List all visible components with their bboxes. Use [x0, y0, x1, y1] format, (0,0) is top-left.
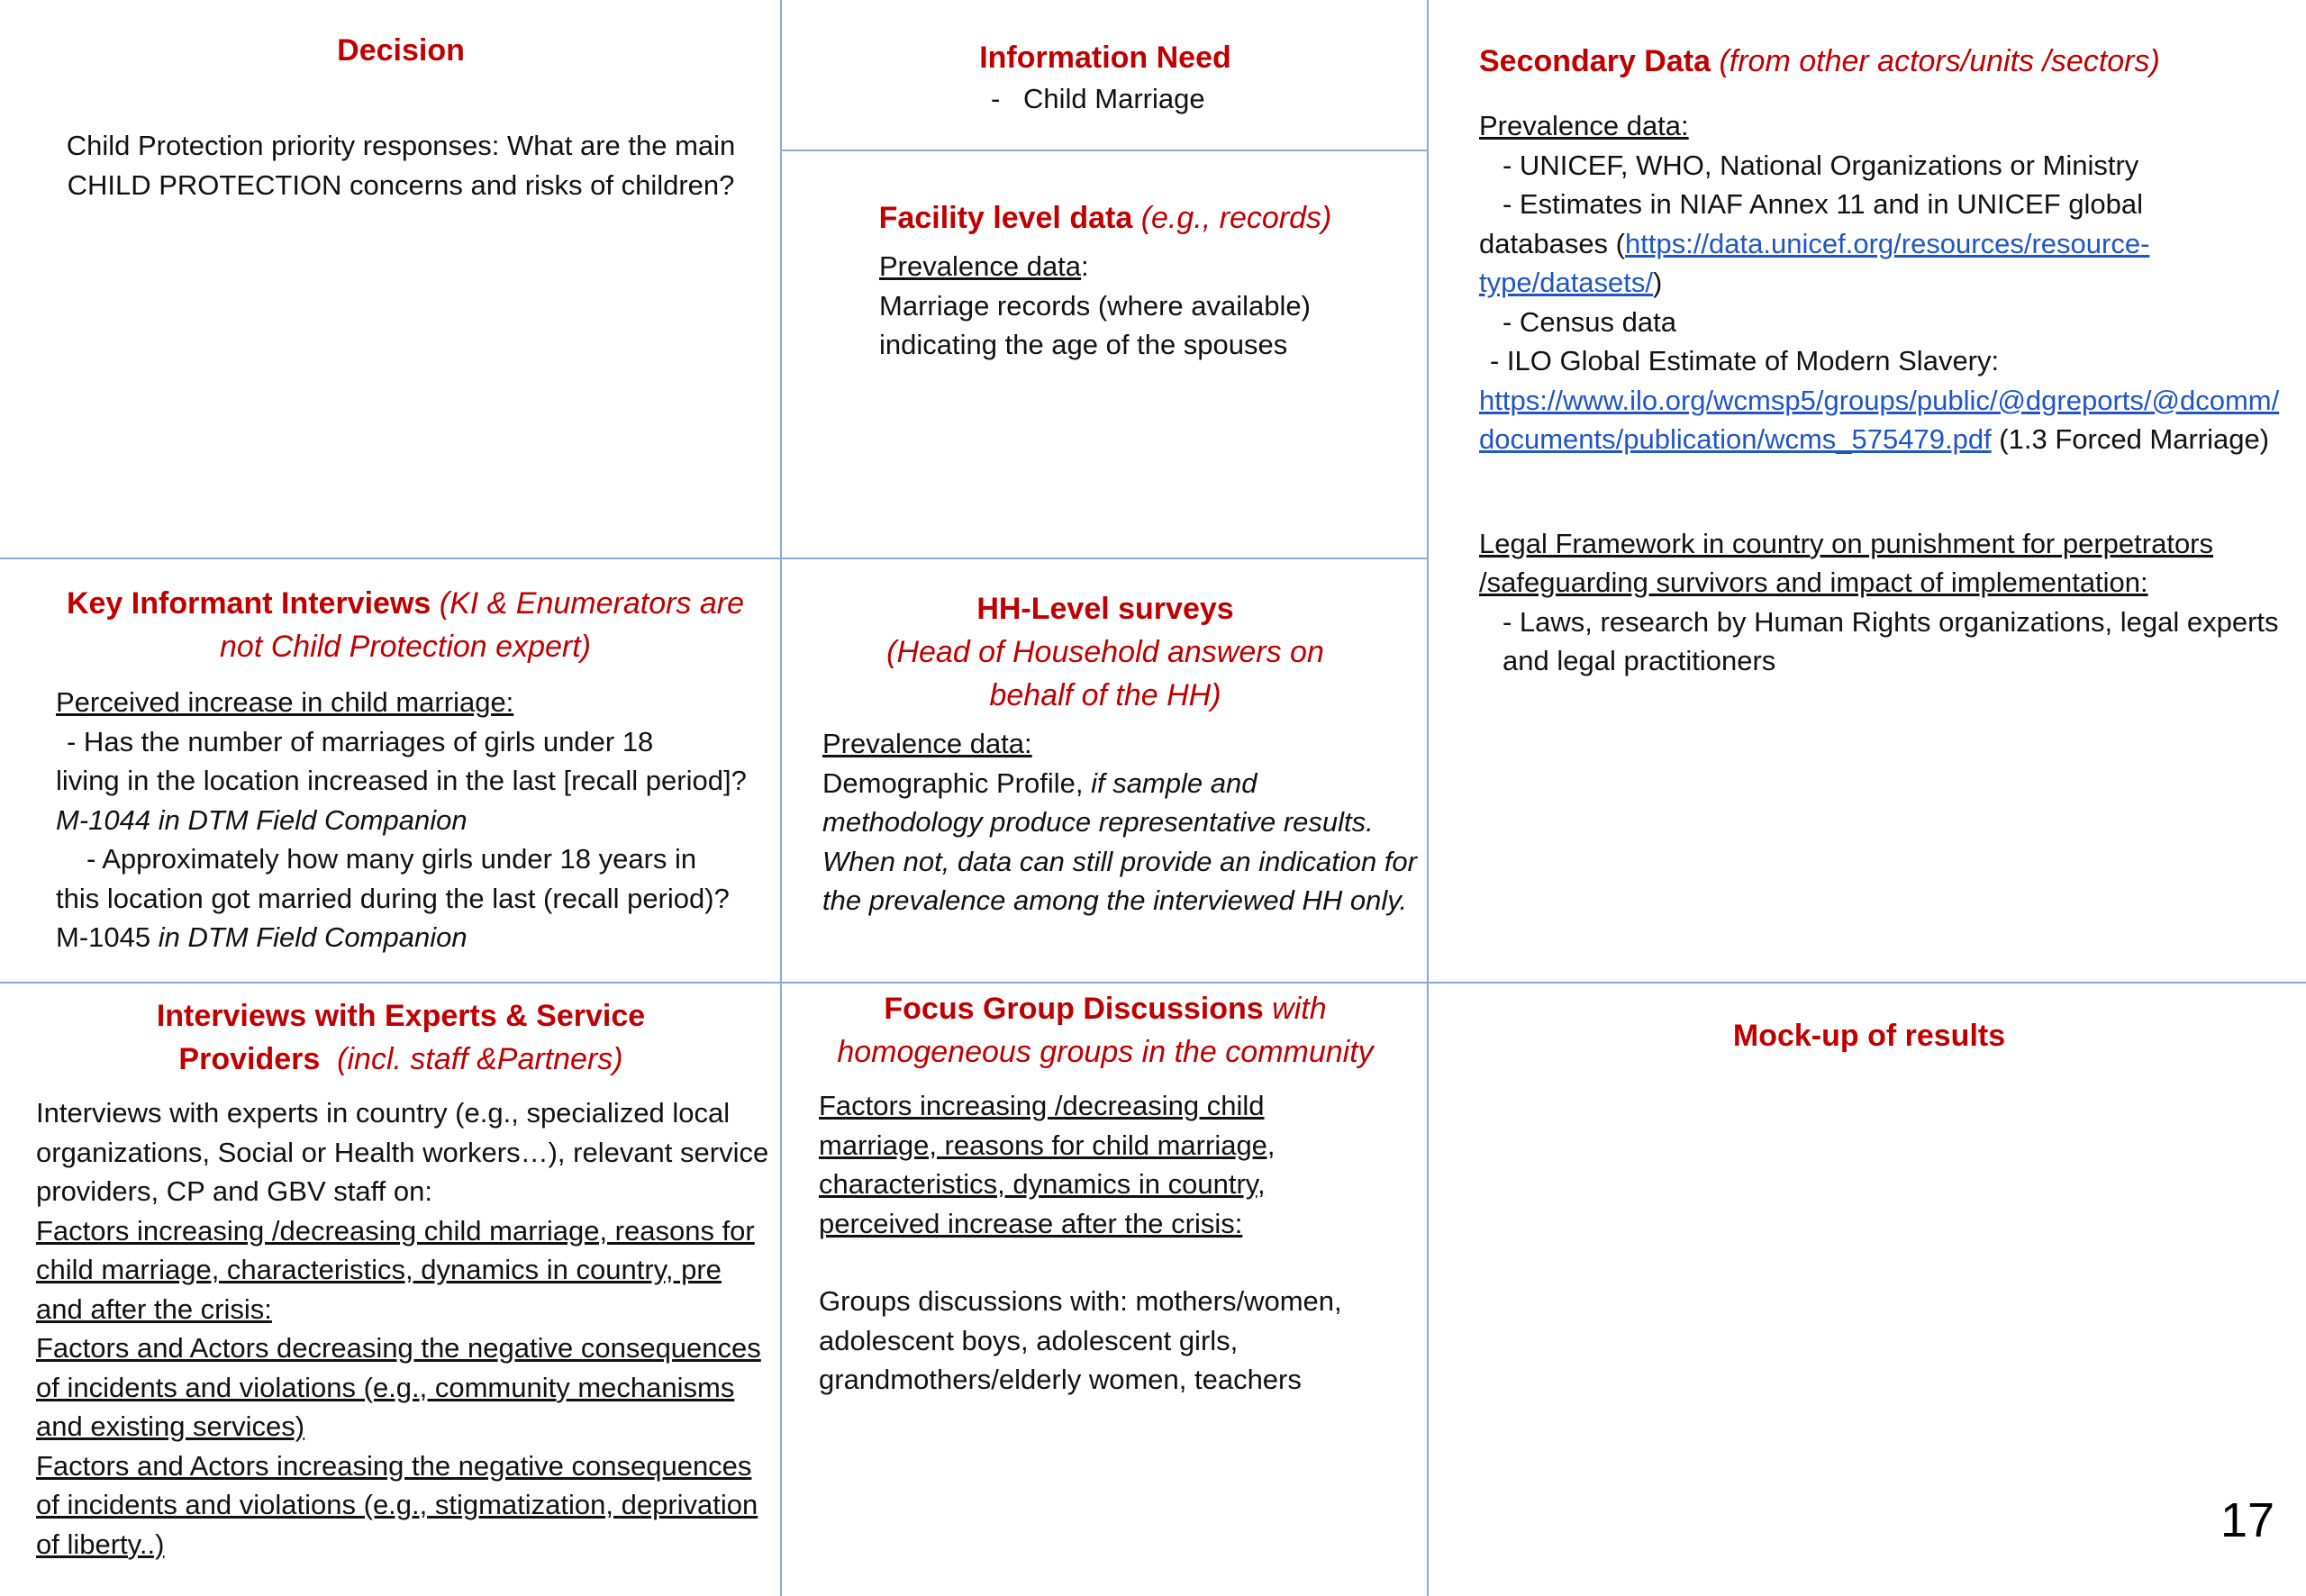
key-informant-q1: - Has the number of marriages of girls under 18 — [67, 725, 654, 757]
unicef-datasets-link[interactable]: https://data.unicef.org/resources/resource-type/datasets/ — [1479, 227, 2150, 298]
bullet-dash: - — [991, 83, 1001, 114]
experts-factors-3: Factors and Actors increasing the negative consequences of incidents and violations (e.g., stigmatization, deprivation of liberty..) — [36, 1449, 758, 1560]
key-informant-q2-ref: in DTM Field Companion — [158, 921, 468, 953]
experts-factors-2: Factors and Actors decreasing the negative consequences of incidents and violations (e.g., community mechanisms and existing services) — [36, 1332, 761, 1442]
focus-groups-title-main: Focus Group Discussions — [884, 992, 1264, 1026]
experts-title — [27, 994, 775, 1081]
focus-groups-title-note: with homogeneous groups in the community — [837, 992, 1374, 1069]
secondary-title-main: Secondary Data — [1479, 44, 1711, 78]
secondary-item-1: - UNICEF, WHO, National Organizations or Ministry — [1503, 149, 2139, 181]
key-informant-q2-cont — [56, 879, 758, 957]
secondary-item-3: - Census data — [1503, 305, 1676, 338]
mockup-title: Mock-up of results — [1732, 1019, 2006, 1053]
facility-line-2: indicating the age of the spouses — [879, 329, 1288, 360]
key-informant-cell — [36, 582, 775, 957]
information-need-title: Information Need — [979, 41, 1231, 75]
key-informant-q2-text: this location got married during the last (recall period)? M-1045 — [56, 882, 730, 953]
key-informant-title-main: Key Informant Interviews — [66, 586, 431, 621]
secondary-legal-item: - Laws, research by Human Rights organizations, legal experts and legal practitioners — [1503, 605, 2279, 676]
facility-title — [785, 196, 1425, 240]
key-informant-q1-ref: M-1044 in DTM Field Companion — [56, 803, 468, 836]
hh-surveys-text-italic: if sample and methodology produce representative results. When not, data can still provide an indication for the prevalence among the interviewed HH only. — [822, 766, 1417, 916]
secondary-legal — [1479, 524, 2294, 681]
focus-groups-title — [785, 987, 1425, 1074]
secondary-item-4: - ILO Global Estimate of Modern Slavery: — [1490, 345, 2000, 376]
key-informant-q1-cont — [56, 761, 758, 839]
information-need-bullet-row — [785, 79, 1425, 119]
key-informant-q2: - Approximately how many girls under 18 years in — [86, 843, 697, 875]
experts-title-note: (incl. staff &Partners) — [337, 1042, 623, 1076]
decision-cell — [27, 29, 775, 204]
grid-line-info-divider — [780, 150, 1429, 151]
mockup-cell — [1432, 1014, 2306, 1057]
key-informant-title — [36, 582, 775, 668]
experts-cell — [27, 994, 775, 1564]
secondary-databases-row — [1479, 224, 2294, 303]
secondary-item-2: - Estimates in NIAF Annex 11 and in UNICEF global — [1503, 188, 2144, 220]
decision-text: Child Protection priority responses: What are the main CHILD PROTECTION concerns and risks of children? — [66, 130, 736, 201]
secondary-body — [1479, 106, 2294, 459]
experts-body — [36, 1093, 775, 1564]
key-informant-title-note: (KI & Enumerators are not Child Protection expert) — [220, 586, 745, 664]
focus-groups-body — [819, 1086, 1323, 1243]
key-informant-heading: Perceived increase in child marriage: — [56, 686, 514, 718]
secondary-legal-heading: Legal Framework in country on punishment for perpetrators /safeguarding survivors and impact of implementation: — [1479, 527, 2214, 598]
focus-groups-cell — [785, 987, 1425, 1400]
ilo-report-link[interactable]: https://www.ilo.org/wcmsp5/groups/public/@dgreports/@dcomm/documents/publication/wcms_575479.pdf — [1479, 384, 2280, 455]
focus-groups-groups: Groups discussions with: mothers/women, adolescent boys, adolescent girls, grandmothers/elderly women, teachers — [819, 1285, 1342, 1395]
decision-title: Decision — [337, 33, 465, 68]
facility-heading-row: Prevalence data: — [879, 250, 1089, 282]
page-number: 17 — [2220, 1493, 2275, 1547]
experts-factors-1: Factors increasing /decreasing child marriage, reasons for child marriage, characteristics, dynamics in country, pre and after the crisis: — [36, 1214, 755, 1325]
secondary-title — [1479, 40, 2294, 83]
secondary-cell — [1479, 40, 2294, 681]
secondary-databases-suffix: ) — [1653, 267, 1663, 298]
facility-title-main: Facility level data — [878, 201, 1133, 235]
facility-heading: Prevalence data — [879, 250, 1082, 282]
information-need-bullet: Child Marriage — [1023, 83, 1205, 114]
key-informant-q1-text: living in the location increased in the last [recall period]? — [56, 765, 747, 796]
secondary-prevalence-heading: Prevalence data: — [1479, 110, 1689, 141]
facility-body — [879, 247, 1425, 365]
hh-surveys-body — [822, 724, 1421, 920]
secondary-ilo-suffix: (1.3 Forced Marriage) — [1991, 423, 2270, 455]
hh-surveys-cell — [785, 587, 1425, 920]
facility-line-1: Marriage records (where available) — [879, 289, 1311, 322]
facility-cell — [785, 196, 1425, 365]
experts-intro: Interviews with experts in country (e.g., specialized local organizations, Social or Health workers…), relevant service providers, CP and GBV staff on: — [36, 1097, 769, 1207]
grid-line-v2 — [1427, 0, 1429, 1596]
grid-line-h2 — [0, 982, 2306, 984]
secondary-ilo-row — [1479, 381, 2294, 459]
experts-title-main: Interviews with Experts & Service Providers — [156, 999, 646, 1076]
hh-surveys-text-plain: Demographic Profile, — [822, 766, 1092, 799]
hh-surveys-title-main: HH-Level surveys — [976, 592, 1234, 626]
facility-title-note: (e.g., records) — [1140, 201, 1332, 235]
grid-line-v1 — [780, 0, 782, 1596]
key-informant-body — [56, 683, 758, 957]
focus-groups-factors: Factors increasing /decreasing child marriage, reasons for child marriage, characteristics, dynamics in country, perceived increase after the crisis: — [819, 1090, 1276, 1239]
hh-surveys-heading: Prevalence data: — [822, 728, 1032, 759]
hh-surveys-title-note — [785, 630, 1425, 717]
secondary-title-note: (from other actors/units /sectors) — [1719, 44, 2160, 78]
secondary-databases-prefix: databases ( — [1479, 227, 1625, 259]
hh-surveys-title-note-text: (Head of Household answers on behalf of the HH) — [886, 635, 1324, 712]
grid-line-h1 — [0, 558, 1429, 559]
information-need-cell — [785, 36, 1425, 119]
hh-surveys-text — [822, 764, 1421, 920]
